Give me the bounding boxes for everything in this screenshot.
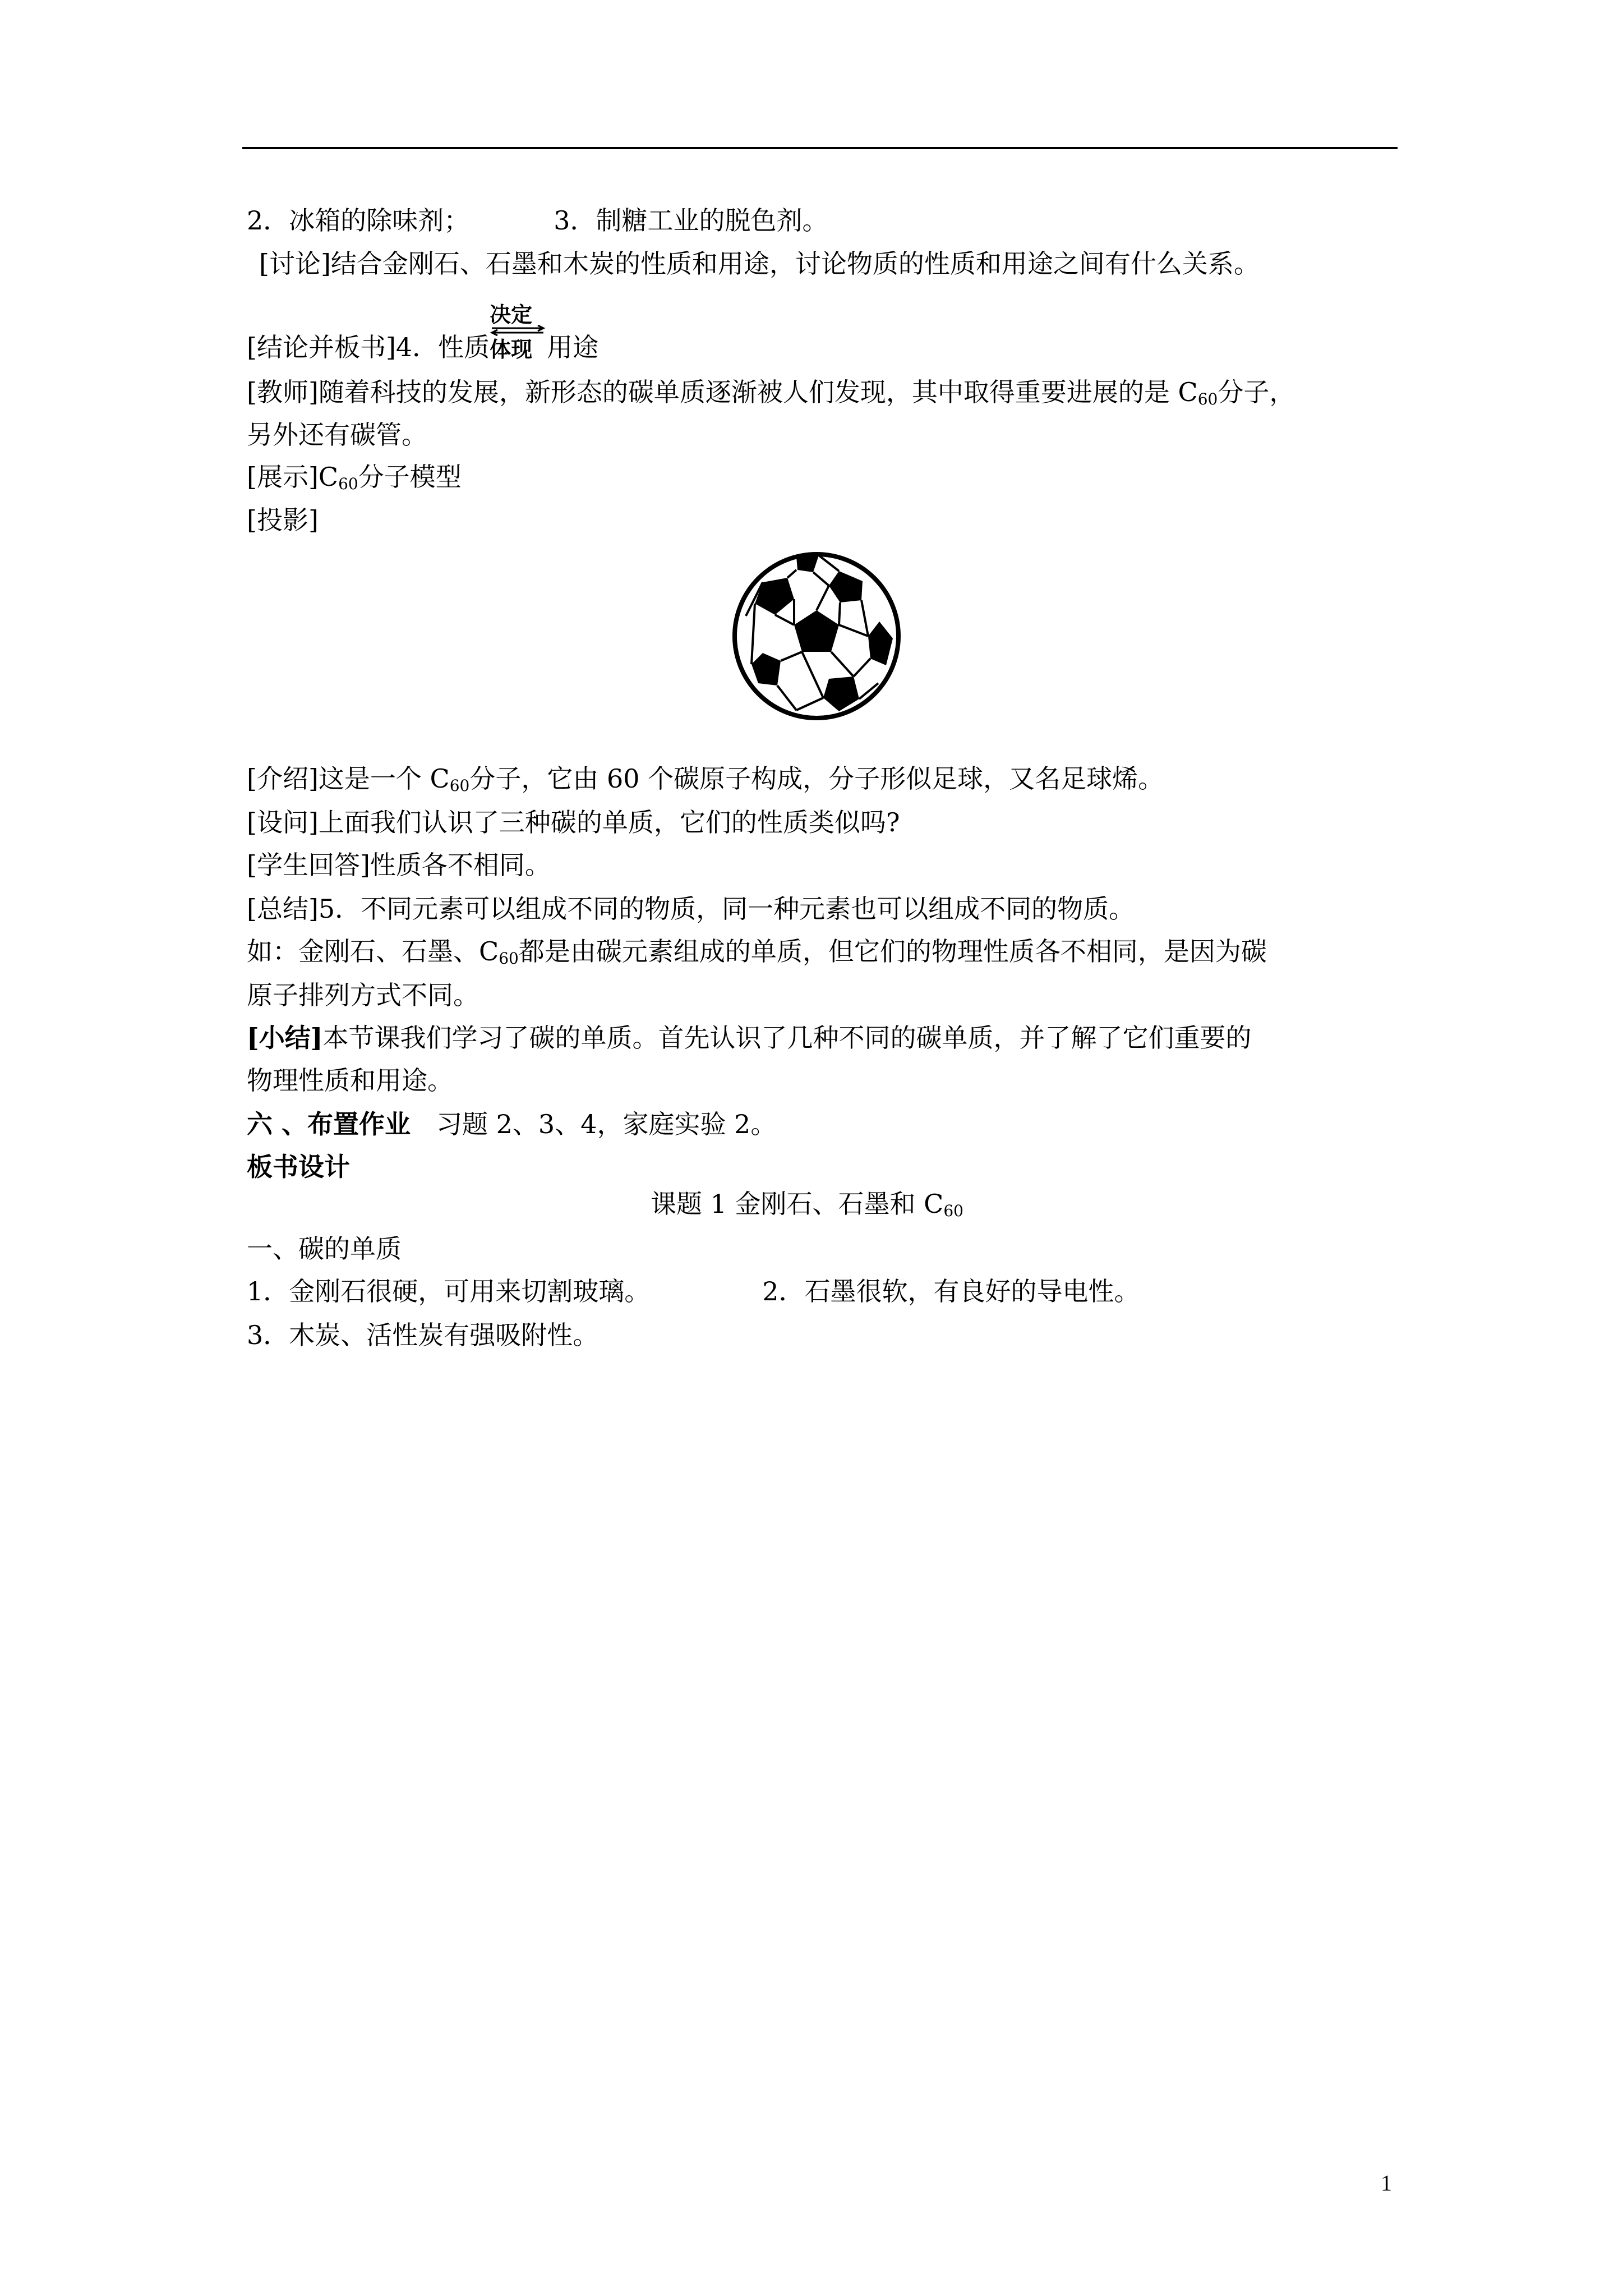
arrow-top-word: 决定 bbox=[490, 302, 533, 327]
text-line-recap bbox=[247, 1021, 1252, 1055]
text-l7-suffix: 分子，它由 60 个碳原子构成，分子形似足球，又名足球烯。 bbox=[469, 763, 1164, 794]
text-l11-suffix: 都是由碳元素组成的单质，但它们的物理性质各不相同，是因为碳 bbox=[518, 936, 1267, 967]
text-l3-prefix: [结论并板书]4．性质 bbox=[247, 332, 490, 362]
text-line-teacher-cont: 另外还有碳管。 bbox=[247, 420, 427, 450]
text-line-item-3: 3．木炭、活性炭有强吸附性。 bbox=[247, 1320, 599, 1350]
text-l1a: 2．冰箱的除味剂； bbox=[247, 205, 470, 236]
text-item-1: 1．金刚石很硬，可用来切割玻璃。 bbox=[247, 1276, 651, 1306]
text-recap-label: [小结] bbox=[247, 1023, 323, 1053]
board-title bbox=[651, 1187, 963, 1221]
arrow-bottom-word: 体现 bbox=[490, 337, 533, 362]
text-line-example-cont: 原子排列方式不同。 bbox=[247, 980, 479, 1010]
double-arrow-label bbox=[490, 302, 546, 364]
text-line-question: [设问]上面我们认识了三种碳的单质，它们的性质类似吗? bbox=[247, 807, 900, 838]
text-l1b: 3．制糖工业的脱色剂。 bbox=[554, 205, 828, 236]
board-title-text: 课题 1 金刚石、石墨和 C bbox=[651, 1189, 944, 1219]
text-item-2: 2．石墨很软，有良好的导电性。 bbox=[762, 1276, 1140, 1306]
subscript-60: 60 bbox=[449, 776, 470, 795]
text-line-section-1: 一、碳的单质 bbox=[247, 1234, 402, 1264]
text-line-homework bbox=[247, 1107, 776, 1141]
text-l4a-end: 分子， bbox=[1218, 377, 1295, 407]
text-line-recap-cont: 物理性质和用途。 bbox=[247, 1065, 453, 1096]
text-line-intro bbox=[247, 762, 1164, 795]
text-l7-prefix: [介绍]这是一个 C bbox=[247, 763, 450, 794]
text-l5-suffix: 分子模型 bbox=[358, 462, 462, 492]
subscript-60: 60 bbox=[943, 1202, 963, 1220]
text-line-item-1-2 bbox=[247, 1274, 1140, 1308]
text-line-example bbox=[247, 935, 1267, 968]
text-l3-suffix: 用途 bbox=[547, 332, 599, 362]
text-homework-label: 六 、布置作业 bbox=[247, 1109, 411, 1139]
text-line-projection: [投影] bbox=[247, 505, 319, 535]
text-line-conclusion bbox=[247, 302, 599, 364]
text-recap-body: 本节课我们学习了碳的单质。首先认识了几种不同的碳单质，并了解了它们重要的 bbox=[322, 1023, 1252, 1053]
subscript-60: 60 bbox=[499, 949, 519, 968]
text-l11-prefix: 如：金刚石、石墨、C bbox=[247, 936, 499, 967]
text-line-discussion: [讨论]结合金刚石、石墨和木炭的性质和用途，讨论物质的性质和用途之间有什么关系。 bbox=[259, 249, 1260, 279]
header-rule bbox=[242, 147, 1398, 149]
text-line-teacher bbox=[247, 375, 1295, 409]
text-line-summary: [总结]5．不同元素可以组成不同的物质，同一种元素也可以组成不同的物质。 bbox=[247, 894, 1135, 924]
text-line-board-design: 板书设计 bbox=[247, 1152, 350, 1182]
soccer-ball-image bbox=[729, 549, 904, 724]
subscript-60: 60 bbox=[1197, 390, 1218, 408]
text-line-show bbox=[247, 460, 462, 494]
subscript-60: 60 bbox=[338, 475, 358, 493]
text-homework-body: 习题 2、3、4，家庭实验 2。 bbox=[436, 1109, 777, 1139]
text-line-1 bbox=[247, 204, 828, 237]
text-line-student-answer: [学生回答]性质各不相同。 bbox=[247, 850, 551, 880]
text-l4a: [教师]随着科技的发展，新形态的碳单质逐渐被人们发现，其中取得重要进展的是 C bbox=[247, 377, 1198, 407]
page-number: 1 bbox=[1381, 2170, 1392, 2196]
text-l5-prefix: [展示]C bbox=[247, 462, 339, 492]
